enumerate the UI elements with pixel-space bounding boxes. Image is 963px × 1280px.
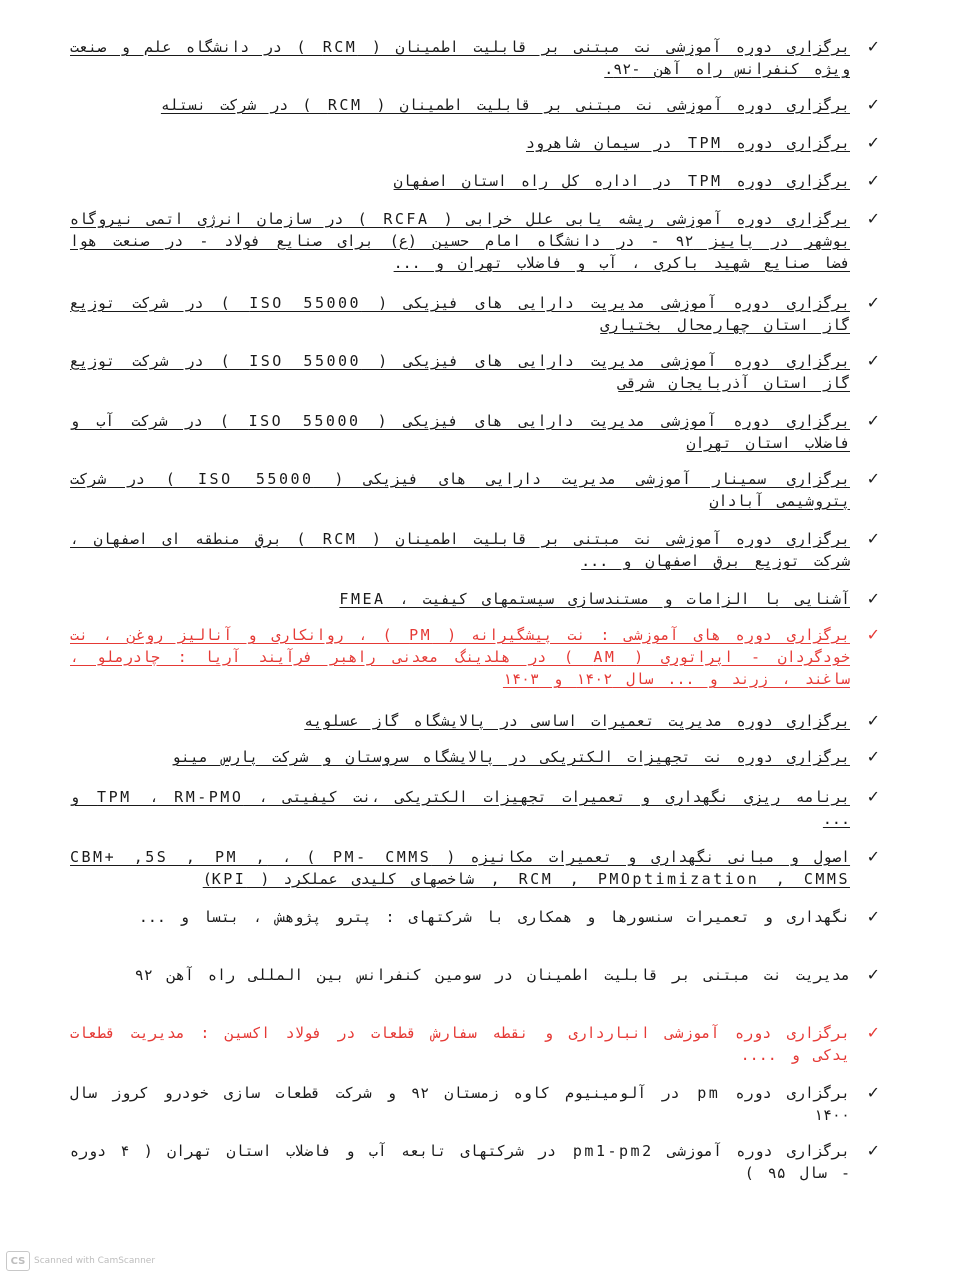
item-text: برگزاری دوره آموزشی نت مبتنی بر قابلیت اطمینان ( RCM ) در دانشگاه علم و صنعت ویژه کنفرانس راه آهن -۹۲. — [70, 38, 850, 78]
list-item — [70, 350, 880, 394]
item-text: آشنایی با الزامات و مستندسازی سیستمهای کیفیت ، FMEA — [339, 590, 850, 608]
check-icon: ✓ — [866, 787, 880, 806]
list-item — [70, 528, 880, 572]
watermark-text: Scanned with CamScanner — [34, 1256, 156, 1266]
item-text: برگزاری دوره pm در آلومینیوم کاوه زمستان ۹۲ و شرکت قطعات سازی خودرو کروز سال ۱۴۰۰ — [70, 1084, 851, 1124]
check-icon: ✓ — [866, 529, 880, 548]
item-text: برگزاری دوره آموزشی مدیریت دارایی های فیزیکی ( ISO 55000 ) در شرکت توزیع گاز استان آذربایجان شرقی — [70, 352, 850, 392]
item-text: نگهداری و تعمیرات سنسورها و همکاری با شرکتهای : پترو پژوهش ، بتسا و ... — [138, 908, 850, 926]
item-text: برگزاری دوره آموزشی مدیریت دارایی های فیزیکی ( ISO 55000 ) در شرکت توزیع گاز استان چهارمحال بختیاری — [70, 294, 850, 334]
item-text: اصول و مبانی نگهداری و تعمیرات مکانیزه ( PM- CMMS ) ، CBM+ ,5S , PM , , RCM , PMOptimization , CMMS شاخصهای کلیدی عملکرد ( KPI) — [70, 848, 851, 888]
check-icon: ✓ — [866, 747, 880, 766]
check-icon: ✓ — [866, 411, 880, 430]
item-text: برگزاری دوره آموزشی نت مبتنی بر قابلیت اطمینان ( RCM ) برق منطقه ای اصفهان ، شرکت توزیع برق اصفهان و ... — [70, 530, 850, 570]
camscanner-logo-icon: CS — [6, 1251, 30, 1271]
list-item — [70, 132, 880, 154]
item-text: برگزاری دوره آموزشی pm1-pm2 در شرکتهای تابعه آب و فاضلاب استان تهران ( ۴ دوره - سال ۹۵ ) — [70, 1142, 851, 1182]
list-item — [70, 786, 880, 830]
item-text: برگزاری دوره آموزشی مدیریت دارایی های فیزیکی ( ISO 55000 ) در شرکت آب و فاضلاب استان تهران — [70, 412, 850, 452]
check-icon: ✓ — [866, 625, 880, 644]
item-text: برگزاری دوره آموزشی انبارداری و نقطه سفارش قطعات در فولاد اکسین : مدیریت قطعات یدکی و .... — [70, 1024, 850, 1064]
scanner-watermark — [6, 1250, 206, 1272]
list-item — [70, 208, 880, 274]
item-text: مدیریت نت مبتنی بر قابلیت اطمینان در سومین کنفرانس بین المللی راه آهن ۹۲ — [134, 966, 850, 984]
list-item — [70, 410, 880, 454]
check-icon: ✓ — [866, 711, 880, 730]
check-icon: ✓ — [866, 1141, 880, 1160]
list-item — [70, 846, 880, 890]
list-item — [70, 588, 880, 610]
check-icon: ✓ — [866, 589, 880, 608]
check-icon: ✓ — [866, 1023, 880, 1042]
list-item — [70, 94, 880, 116]
list-item — [70, 170, 880, 192]
item-text: برگزاری دوره آموزشی ریشه یابی علل خرابی ( RCFA ) در سازمان انرژی اتمی نیروگاه بوشهر در پاییز ۹۲ - در دانشگاه امام حسین (ع) برای صنایع فولاد - در صنعت هوا فضا صنایع شهید باکری ، آب و فاضلاب تهران و ... — [70, 210, 850, 272]
check-icon: ✓ — [866, 965, 880, 984]
item-text: برگزاری دوره های آموزشی : نت پیشگیرانه ( PM ) ، روانکاری و آنالیز روغن ، نت خودگردان - اپراتوری ( AM ) در هلدینگ معدنی راهبر فرآیند آریا : چادرملو ، ساغند ، زرند و ... سال ۱۴۰۲ و ۱۴۰۳ — [70, 626, 850, 688]
list-item — [70, 746, 880, 768]
item-text: برنامه ریزی نگهداری و تعمیرات تجهیزات الکتریکی ،نت کیفیتی ، TPM ، RM-PMO و ... — [70, 788, 850, 828]
check-icon: ✓ — [866, 847, 880, 866]
check-icon: ✓ — [866, 907, 880, 926]
check-icon: ✓ — [866, 209, 880, 228]
item-text: برگزاری دوره مدیریت تعمیرات اساسی در پالایشگاه گاز عسلویه — [304, 712, 850, 730]
item-text: برگزاری دوره TPM در اداره کل راه استان اصفهان — [393, 172, 850, 190]
item-text: برگزاری دوره TPM در سیمان شاهرود — [526, 134, 850, 152]
check-icon: ✓ — [866, 1083, 880, 1102]
check-icon: ✓ — [866, 293, 880, 312]
list-item — [70, 906, 880, 928]
check-icon: ✓ — [866, 171, 880, 190]
item-text: برگزاری دوره نت تجهیزات الکتریکی در پالایشگاه سروستان و شرکت پارس مینو — [171, 748, 850, 766]
item-text: برگزاری سمینار آموزشی مدیریت دارایی های فیزیکی ( ISO 55000 ) در شرکت پتروشیمی آبادان — [70, 470, 850, 510]
check-icon: ✓ — [866, 95, 880, 114]
list-item — [70, 1140, 880, 1184]
list-item — [70, 468, 880, 512]
check-icon: ✓ — [866, 133, 880, 152]
check-icon: ✓ — [866, 469, 880, 488]
check-icon: ✓ — [866, 37, 880, 56]
list-item — [70, 1022, 880, 1066]
list-item — [70, 964, 880, 986]
list-item — [70, 710, 880, 732]
list-item — [70, 36, 880, 80]
check-icon: ✓ — [866, 351, 880, 370]
list-item — [70, 1082, 880, 1126]
list-item — [70, 292, 880, 336]
list-item — [70, 624, 880, 690]
item-text: برگزاری دوره آموزشی نت مبتنی بر قابلیت اطمینان ( RCM ) در شرکت نستله — [160, 96, 850, 114]
